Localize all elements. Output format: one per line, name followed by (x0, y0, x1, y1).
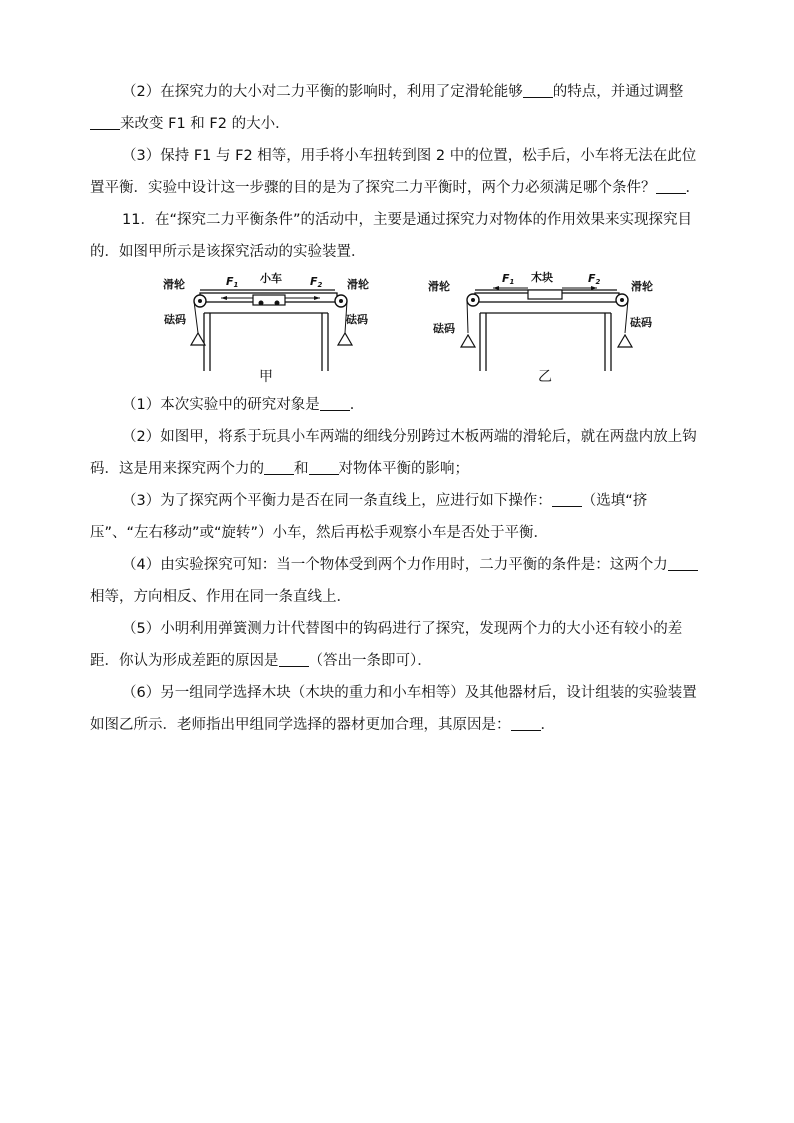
label-f2: F (588, 272, 596, 285)
svg-text:F1 (502, 272, 515, 286)
svg-text:F1 (226, 275, 239, 289)
q11-part3-text-a: （3）为了探究两个平衡力是否在同一条直线上，应进行如下操作： (122, 493, 552, 509)
label-f2-sub: 2 (317, 281, 323, 289)
figure-yi (425, 265, 665, 375)
answer-blank[interactable] (264, 460, 294, 475)
q10-part2-text-b: 的特点，并通过调整 (552, 84, 684, 100)
label-f1: F (226, 275, 234, 288)
answer-blank[interactable] (552, 492, 582, 507)
q11-part3-text-b: （选填“挤压”、“左右移动”或“旋转”）小车，然后再松手观察小车是否处于平衡． (90, 493, 648, 541)
answer-blank[interactable] (90, 115, 120, 130)
q11-part3 (90, 485, 705, 549)
label-f1-sub: 1 (233, 281, 239, 289)
weight-right-icon (618, 335, 632, 347)
label-pulley-right: 滑轮 (347, 278, 369, 291)
label-f2: F (310, 275, 318, 288)
q11-part1-text-b: ． (349, 397, 365, 413)
q10-part3-text-b: ． (685, 180, 700, 196)
q11-part4-text-b: 相等，方向相反、作用在同一条直线上． (90, 589, 351, 605)
answer-blank[interactable] (656, 179, 686, 194)
q11-part4 (90, 549, 705, 613)
toy-car-icon (253, 295, 285, 305)
figure-yi-caption: 乙 (538, 369, 552, 385)
q11-part2-text-a: （2）如图甲，将系于玩具小车两端的细线分别跨过木板两端的滑轮后，就在两盘内放上钩码．这是用来探究两个力的 (90, 429, 697, 477)
weight-left-icon (461, 335, 475, 347)
figure-yi-drawing (425, 265, 665, 375)
q11-intro-text: 11．在“探究二力平衡条件”的活动中，主要是通过探究力对物体的作用效果来实现探究目的．如图甲所示是该探究活动的实验装置． (90, 212, 692, 260)
q11-part5-text-a: （5）小明利用弹簧测力计代替图中的钩码进行了探究，发现两个力的大小还有较小的差距．你认为形成差距的原因是 (90, 621, 683, 669)
q11-part6-text-a: （6）另一组同学选择木块（木块的重力和小车相等）及其他器材后，设计组装的实验装置如图乙所示．老师指出甲组同学选择的器材更加合理，其原因是： (90, 685, 697, 733)
q11-intro (90, 204, 705, 268)
label-f2-sub: 2 (595, 278, 601, 286)
q10-part2 (90, 76, 705, 140)
q11-part6-text-b: ． (540, 717, 555, 733)
q10-part2-text-c: 来改变 F1 和 F2 的大小． (120, 116, 290, 132)
label-weight-right: 砝码 (630, 316, 652, 329)
q11-part2-text-b: 和 (294, 461, 309, 477)
q11-part2 (90, 421, 705, 485)
answer-blank[interactable] (511, 716, 541, 731)
label-weight-left: 砝码 (433, 322, 455, 335)
label-weight-right: 砝码 (346, 313, 368, 326)
label-pulley-left: 滑轮 (163, 278, 185, 291)
answer-blank[interactable] (309, 460, 339, 475)
figure-jia-drawing (160, 265, 375, 375)
q10-part2-text-a: （2）在探究力的大小对二力平衡的影响时，利用了定滑轮能够 (122, 84, 523, 100)
q11-part5 (90, 613, 705, 677)
q11-part6 (90, 677, 705, 741)
q11-part2-text-c: 对物体平衡的影响； (338, 461, 469, 477)
label-f1-sub: 1 (509, 278, 515, 286)
label-pulley-right: 滑轮 (631, 280, 653, 293)
q11-part4-text-a: （4）由实验探究可知：当一个物体受到两个力作用时，二力平衡的条件是：这两个力 (122, 557, 668, 573)
label-object: 木块 (531, 271, 553, 284)
figure-jia-caption: 甲 (259, 369, 273, 385)
answer-blank[interactable] (279, 652, 309, 667)
label-f1: F (502, 272, 510, 285)
label-weight-left: 砝码 (164, 313, 186, 326)
q11-part1 (90, 389, 705, 421)
answer-blank[interactable] (320, 396, 350, 411)
q11-part1-text-a: （1）本次实验中的研究对象是 (122, 397, 320, 413)
q11-part5-text-b: （答出一条即可）． (308, 653, 432, 669)
answer-blank[interactable] (523, 83, 553, 98)
q10-part3-text-a: （3）保持 F1 与 F2 相等，用手将小车扭转到图 2 中的位置，松手后，小车将无法在此位置平衡．实验中设计这一步骤的目的是为了探究二力平衡时，两个力必须满足哪个条件？ (90, 148, 697, 196)
label-object: 小车 (260, 272, 282, 285)
weight-left-icon (191, 333, 205, 345)
figure-jia (160, 265, 375, 375)
wood-block-icon (528, 290, 562, 299)
answer-blank[interactable] (668, 556, 698, 571)
q10-part3 (90, 140, 705, 204)
svg-text:F2 (310, 275, 323, 289)
svg-text:F2 (588, 272, 601, 286)
label-pulley-left: 滑轮 (428, 280, 450, 293)
weight-right-icon (338, 333, 352, 345)
